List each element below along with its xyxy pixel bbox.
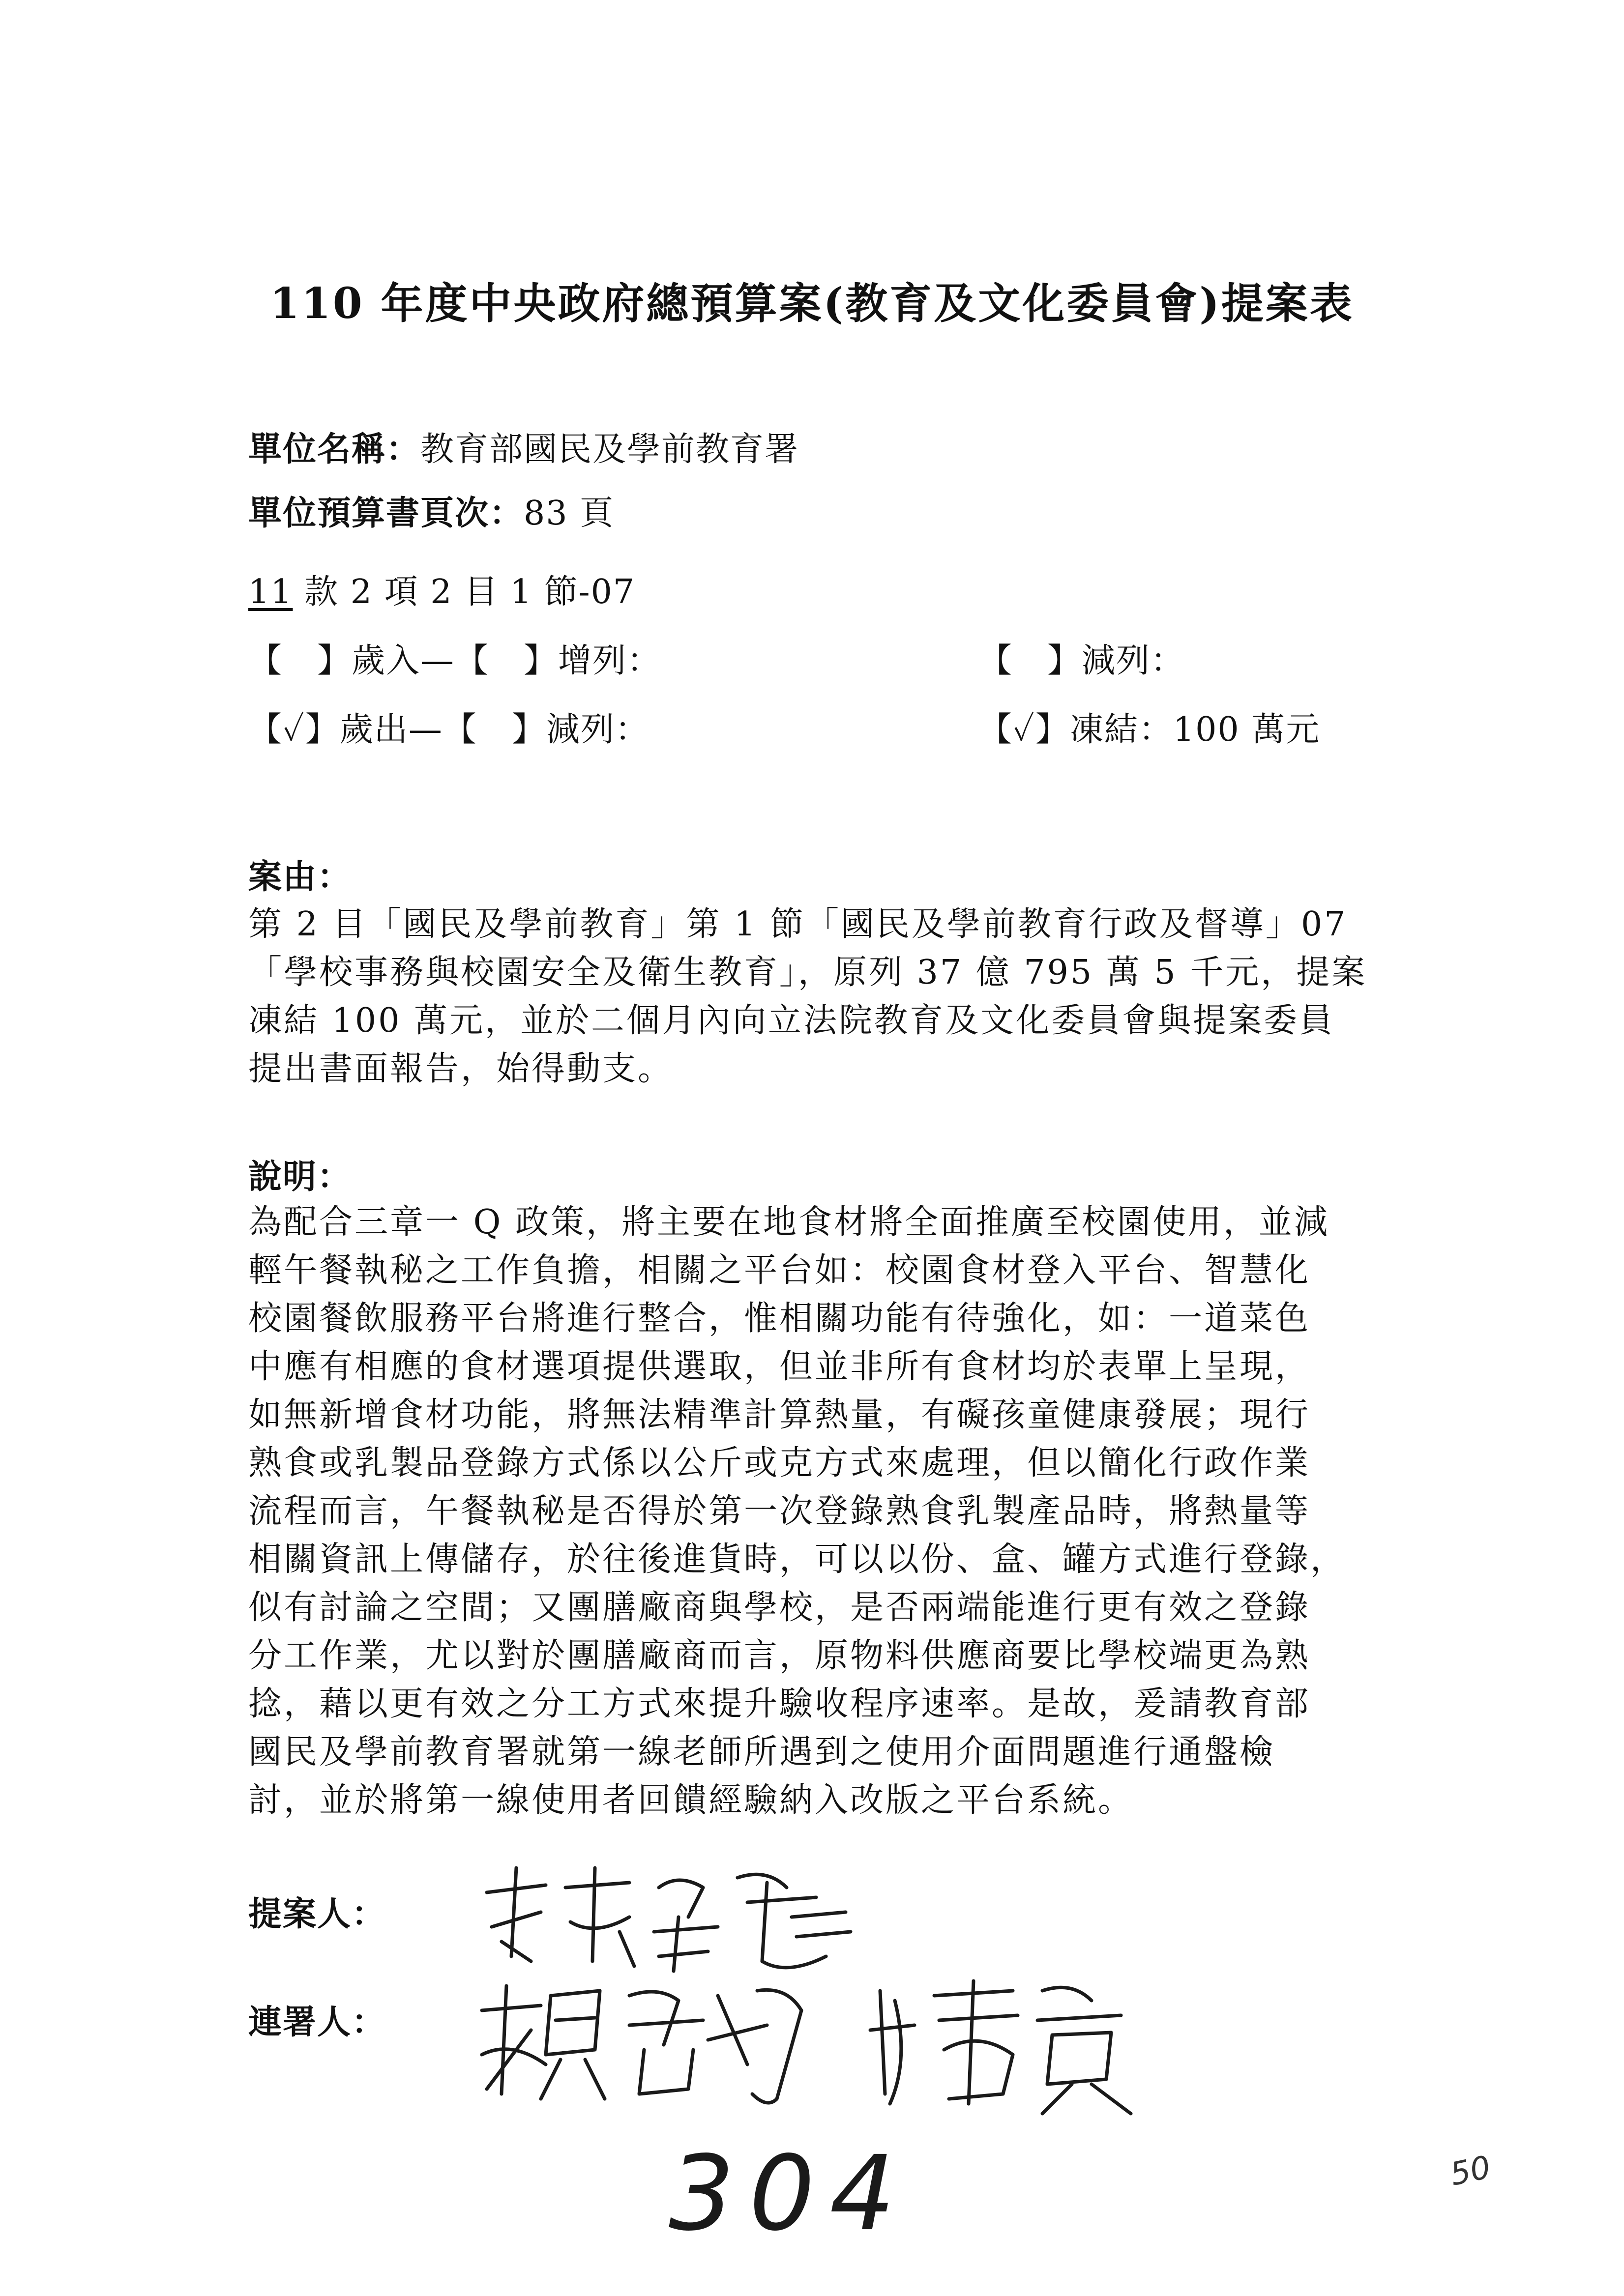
- unit-page-value: 83 頁: [524, 494, 615, 533]
- option-expense: 【✓】歲出—【 】減列：: [248, 710, 650, 749]
- proposer-signature: [472, 1858, 865, 1981]
- explanation-line: 流程而言，午餐執秘是否得於第一次登錄熟食乳製產品時，將熱量等: [248, 1492, 1311, 1531]
- option-revenue-decrease: 【 】減列：: [978, 641, 1185, 680]
- explanation-line: 熟食或乳製品登錄方式係以公斤或克方式來處理，但以簡化行政作業: [248, 1444, 1311, 1482]
- explanation-line: 為配合三章一 Q 政策，將主要在地食材將全面推廣至校園使用，並減: [248, 1203, 1329, 1242]
- case-body: [248, 901, 1384, 1093]
- unit-name-label: 單位名稱：: [248, 430, 421, 469]
- explanation-line: 相關資訊上傳儲存，於往後進貨時，可以以份、盒、罐方式進行登錄，: [248, 1540, 1346, 1579]
- case-line: 第 2 目「國民及學前教育」第 1 節「國民及學前教育行政及督導」07: [248, 905, 1348, 944]
- cosigner-signature-2: [865, 1971, 1141, 2119]
- option-freeze: 【✓】凍結：100 萬元: [978, 710, 1321, 749]
- case-line: 「學校事務與校園安全及衛生教育」，原列 37 億 795 萬 5 千元，提案: [248, 953, 1367, 992]
- explanation-heading: 說明：: [248, 1157, 352, 1196]
- page-title: 110 年度中央政府總預算案(教育及文化委員會)提案表: [270, 279, 1354, 328]
- page-number: 50: [1447, 2149, 1494, 2193]
- unit-name-value: 教育部國民及學前教育署: [420, 430, 799, 469]
- explanation-line: 校園餐飲服務平台將進行整合，惟相關功能有待強化，如：一道菜色: [248, 1299, 1311, 1338]
- budget-kuan: 11: [248, 573, 293, 611]
- explanation-line: 國民及學前教育署就第一線老師所遇到之使用介面問題進行通盤檢: [248, 1733, 1275, 1772]
- proposer-label: 提案人：: [248, 1894, 386, 1934]
- case-line: 凍結 100 萬元，並於二個月內向立法院教育及文化委員會與提案委員: [248, 1001, 1335, 1040]
- handwritten-number: 304: [669, 2133, 910, 2254]
- budget-item-rest: 款 2 項 2 目 1 節-07: [293, 573, 636, 611]
- explanation-line: 似有討論之空間；又團膳廠商與學校，是否兩端能進行更有效之登錄: [248, 1588, 1311, 1627]
- explanation-line: 輕午餐執秘之工作負擔，相關之平台如：校園食材登入平台、智慧化: [248, 1251, 1311, 1290]
- unit-name-line: [248, 423, 799, 470]
- cosigner-signature-1: [472, 1966, 816, 2114]
- unit-page-label: 單位預算書頁次：: [248, 494, 524, 533]
- explanation-line: 中應有相應的食材選項提供選取，但並非所有食材均於表單上呈現，: [248, 1347, 1311, 1386]
- explanation-line: 分工作業，尤以對於團膳廠商而言，原物料供應商要比學校端更為熟: [248, 1636, 1311, 1675]
- explanation-line: 如無新增食材功能，將無法精準計算熱量，有礙孩童健康發展；現行: [248, 1395, 1311, 1434]
- case-heading: 案由：: [248, 857, 352, 897]
- cosigner-label: 連署人：: [248, 2003, 386, 2042]
- budget-item-line: [248, 565, 635, 613]
- option-revenue: 【 】歲入—【 】增列：: [248, 641, 662, 680]
- unit-page-line: [248, 487, 614, 534]
- case-line: 提出書面報告，始得動支。: [248, 1049, 674, 1088]
- explanation-line: 捻，藉以更有效之分工方式來提升驗收程序速率。是故，爰請教育部: [248, 1685, 1311, 1723]
- explanation-line: 討，並於將第一線使用者回饋經驗納入改版之平台系統。: [248, 1781, 1134, 1820]
- explanation-body: [248, 1198, 1384, 1825]
